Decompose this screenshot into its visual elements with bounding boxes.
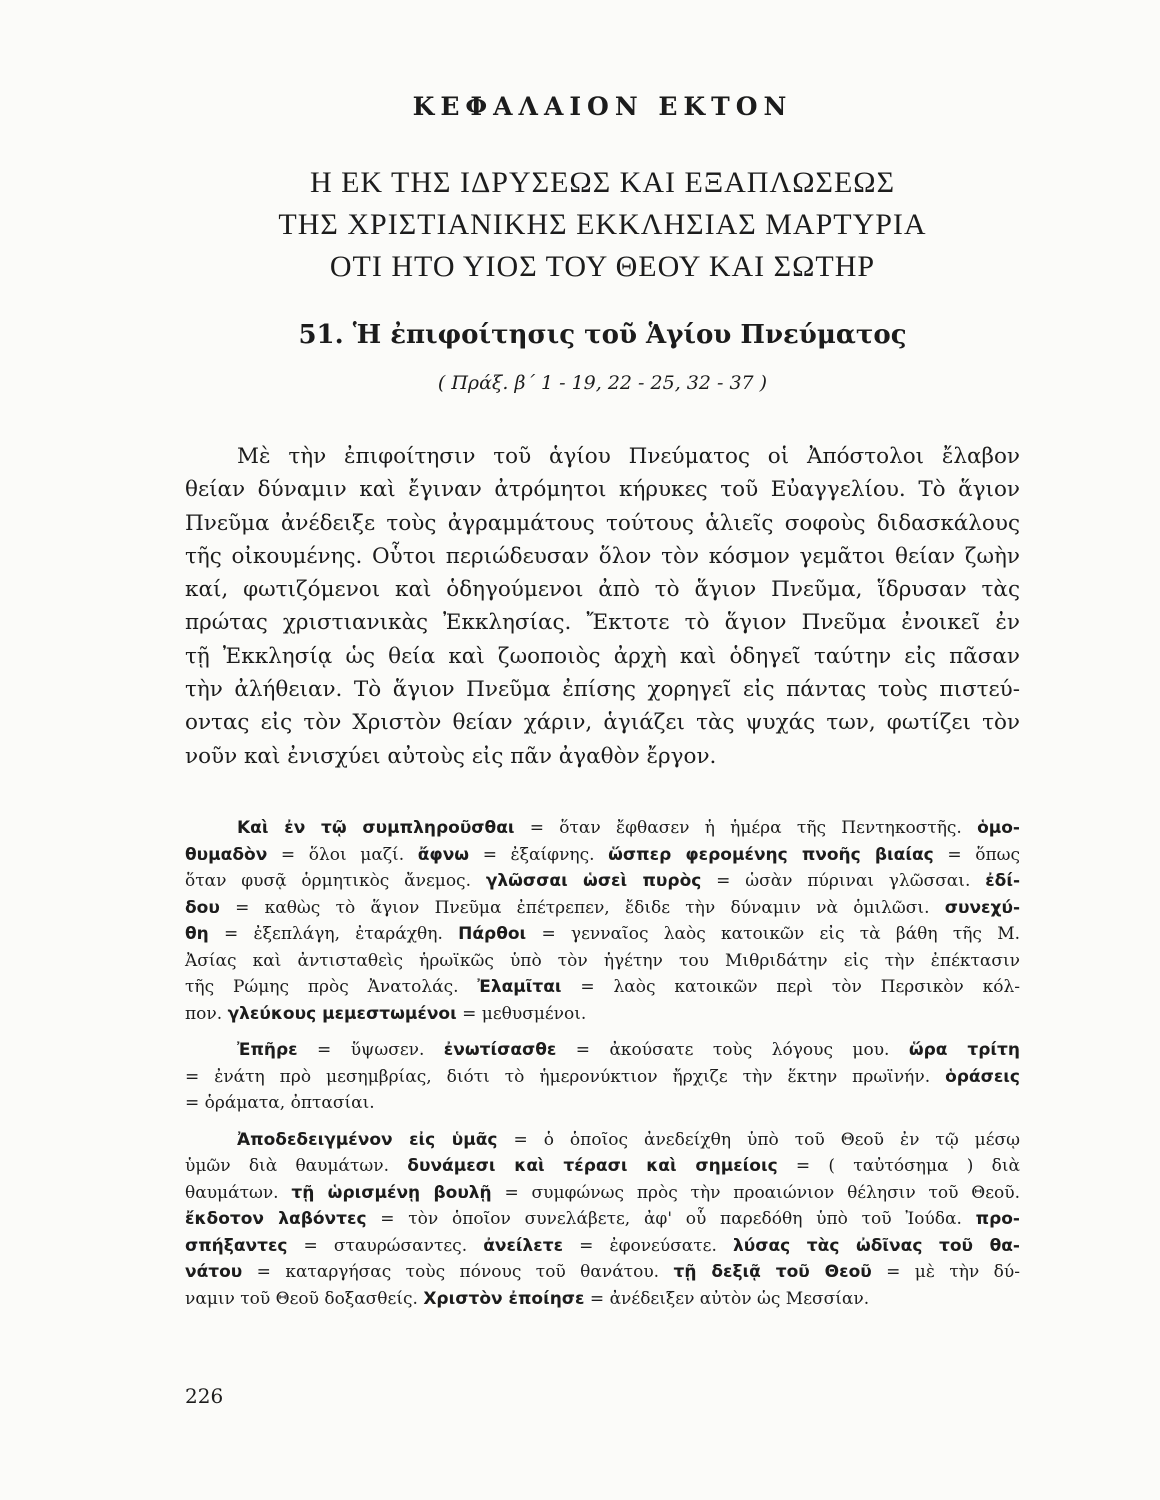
note-term: ἐδί- [985,871,1021,891]
body-line: Μὲ τὴν ἐπιφοίτησιν τοῦ ἁγίου Πνεύματος οἱ Ἀπόστολοι ἔλαβον [237,444,1020,469]
note-term: δου [185,897,220,918]
note-definition: = σταυρώσαντες. [287,1235,484,1256]
body-line: θείαν δύναμιν καὶ ἔγιναν ἀτρόμητοι κήρυκες τοῦ Εὐαγγελίου. Τὸ ἅγιον [185,477,1020,503]
note-line [185,974,1020,1001]
note-term: λύσας τὰς ὠδῖνας τοῦ θα- [732,1235,1020,1256]
note-term: ὁράσεις [945,1066,1020,1087]
note-definition: = ὅπως [933,844,1021,865]
page-number: 226 [185,1384,224,1408]
note-line [185,921,1020,948]
note-line [185,1206,1020,1233]
scripture-reference: ( Πράξ. β΄ 1 - 19, 22 - 25, 32 - 37 ) [437,372,768,394]
book-page [185,0,1020,1500]
note-term: συνεχύ- [944,897,1020,918]
body-line: τῆς οἰκουμένης. Οὗτοι περιώδευσαν ὅλον τὸν κόσμον γεμᾶτοι θείαν ζωὴν [185,543,1020,569]
note-line [185,895,1020,922]
note-definition: θαυμάτων. [185,1182,292,1203]
note-line [185,1127,1020,1154]
note-term: τῇ ὡρισμένῃ βουλῇ [291,1182,492,1203]
note-term: γλῶσσαι ὡσεὶ πυρὸς [485,871,702,891]
note-definition: = λαὸς κατοικῶν περὶ τὸν Περσικὸν κόλ- [561,977,1020,997]
note-definition: = γενναῖος λαὸς κατοικῶν εἰς τὰ βάθη τῆς Μ. [526,924,1020,944]
note-definition: ναμιν τοῦ Θεοῦ δοξασθείς. [185,1288,424,1309]
section-title: 51. Ἡ ἐπιφοίτησις τοῦ Ἁγίου Πνεύματος [298,320,907,350]
note-line [185,1286,1020,1313]
note-definition: = μὲ τὴν δύ- [871,1262,1020,1282]
title-line-3: ΟΤΙ ΗΤΟ ΥΙΟΣ ΤΟΥ ΘΕΟΥ ΚΑΙ ΣΩΤΗΡ [329,250,876,283]
note-term: ὁμο- [977,818,1020,838]
note-definition: = ὅλοι μαζί. [267,844,418,865]
note-definition: = ἐνάτη πρὸ μεσημβρίας, διότι τὸ ἡμερονύκτιον ἤρχιζε τὴν ἕκτην πρωϊνήν. [185,1066,946,1087]
body-line: οντας εἰς τὸν Χριστὸν θείαν χάριν, ἁγιάζει τὰς ψυχάς των, φωτίζει τὸν [185,710,1020,736]
note-term: ἄφνω [417,844,470,865]
note-term: Ἐλαμῖται [477,977,562,997]
note-definition: = μεθυσμένοι. [456,1003,587,1024]
note-definition: = καθὼς τὸ ἅγιον Πνεῦμα ἐπέτρεπεν, ἔδιδε τὴν δύναμιν νὰ ὁμιλῶσι. [219,897,945,918]
note-definition: = ἀνέδειξεν αὐτὸν ὡς Μεσσίαν. [584,1288,870,1309]
chapter-heading: ΚΕΦΑΛΑΙΟΝ ΕΚΤΟΝ [412,92,793,121]
note-line [185,1180,1020,1207]
note-definition: = ὡσὰν πύριναι γλῶσσαι. [701,871,986,891]
note-line [185,1259,1020,1286]
note-definition: = ἐξεπλάγη, ἐταράχθη. [208,924,459,944]
note-line [185,868,1020,895]
note-definition: = ἀκούσατε τοὺς λόγους μου. [556,1040,909,1060]
note-definition: Ἀσίας καὶ ἀντισταθεὶς ἡρωϊκῶς ὑπὸ τὸν ἡγέτην του Μιθριδάτην εἰς τὴν ἐπέκτασιν [185,950,1020,971]
body-line: πρώτας χριστιανικὰς Ἐκκλησίας. Ἔκτοτε τὸ ἅγιον Πνεῦμα ἐνοικεῖ ἐν [185,610,1020,636]
note-term: Καὶ ἐν τῷ συμπληροῦσθαι [237,818,515,838]
note-term: τῇ δεξιᾷ τοῦ Θεοῦ [673,1262,872,1282]
note-definition: = ( ταὐτόσημα ) διὰ [777,1156,1020,1176]
note-term: ὥσπερ φερομένης πνοῆς βιαίας [608,844,934,865]
note-line [185,1153,1020,1180]
note-definition: = ὕψωσεν. [297,1040,444,1060]
note-paragraph [185,815,1020,1027]
note-definition: = καταργήσας τοὺς πόνους τοῦ θανάτου. [242,1262,674,1282]
note-term: νάτου [185,1262,243,1282]
note-line [185,948,1020,975]
note-line [185,815,1020,842]
note-paragraph [185,1127,1020,1313]
glossary-notes [185,815,1020,1322]
note-definition: τῆς Ρώμης πρὸς Ἀνατολάς. [185,977,478,997]
note-paragraph [185,1037,1020,1117]
body-paragraph [185,440,1020,773]
note-line [185,1037,1020,1064]
note-term: σπήξαντες [185,1235,288,1256]
note-term: Χριστὸν ἐποίησε [423,1288,585,1309]
note-term: θη [185,924,209,944]
note-term: γλεύκους μεμεστωμένοι [227,1003,457,1024]
main-title [185,162,1020,288]
note-definition: ὑμῶν διὰ θαυμάτων. [185,1156,408,1176]
note-definition: = ὅταν ἔφθασεν ἡ ἡμέρα τῆς Πεντηκοστῆς. [514,818,978,838]
title-line-1: Η ΕΚ ΤΗΣ ΙΔΡΥΣΕΩΣ ΚΑΙ ΕΞΑΠΛΩΣΕΩΣ [309,166,896,199]
note-definition: πον. [185,1003,228,1024]
body-line: τὴν ἀλήθειαν. Τὸ ἅγιον Πνεῦμα ἐπίσης χορηγεῖ εἰς πάντας τοὺς πιστεύ- [185,677,1020,703]
note-term: ἔκδοτον λαβόντες [185,1209,367,1229]
note-term: θυμαδὸν [185,844,268,865]
note-term: ὥρα τρίτη [908,1040,1020,1060]
body-line: Πνεῦμα ἀνέδειξε τοὺς ἀγραμμάτους τούτους ἁλιεῖς σοφοὺς διδασκάλους [185,510,1020,536]
note-term: προ- [975,1209,1020,1229]
note-line [185,842,1020,869]
note-definition: = ἐξαίφνης. [469,844,609,865]
note-line [185,1001,1020,1028]
note-term: δυνάμεσι καὶ τέρασι καὶ σημείοις [407,1156,778,1176]
body-line: καί, φωτιζόμενοι καὶ ὁδηγούμενοι ἀπὸ τὸ ἅγιον Πνεῦμα, ἵδρυσαν τὰς [185,577,1020,603]
note-term: ἀνείλετε [483,1235,564,1256]
note-definition: = συμφώνως πρὸς τὴν προαιώνιον θέλησιν τοῦ Θεοῦ. [491,1182,1020,1203]
note-term: Ἐπῆρε [237,1040,298,1060]
note-definition: = ὁ ὁποῖος ἀνεδείχθη ὑπὸ τοῦ Θεοῦ ἐν τῷ μέσῳ [497,1129,1021,1150]
note-line [185,1090,1020,1117]
note-term: Πάρθοι [458,924,527,944]
note-definition: = τὸν ὁποῖον συνελάβετε, ἀφ' οὗ παρεδόθη ὑπὸ τοῦ Ἰούδα. [366,1209,976,1229]
note-line [185,1064,1020,1091]
note-definition: = ὁράματα, ὀπτασίαι. [185,1093,375,1113]
title-line-2: ΤΗΣ ΧΡΙΣΤΙΑΝΙΚΗΣ ΕΚΚΛΗΣΙΑΣ ΜΑΡΤΥΡΙΑ [278,208,927,241]
note-line [185,1233,1020,1260]
note-definition: = ἐφονεύσατε. [563,1235,733,1256]
body-line: νοῦν καὶ ἐνισχύει αὐτοὺς εἰς πᾶν ἀγαθὸν ἔργον. [185,743,717,769]
note-term: ἐνωτίσασθε [443,1040,557,1060]
body-line: τῇ Ἐκκλησίᾳ ὡς θεία καὶ ζωοποιὸς ἀρχὴ καὶ ὁδηγεῖ ταύτην εἰς πᾶσαν [185,643,1020,669]
note-term: Ἀποδεδειγμένον εἰς ὑμᾶς [237,1129,498,1150]
note-definition: ὅταν φυσᾷ ὁρμητικὸς ἄνεμος. [185,871,486,891]
